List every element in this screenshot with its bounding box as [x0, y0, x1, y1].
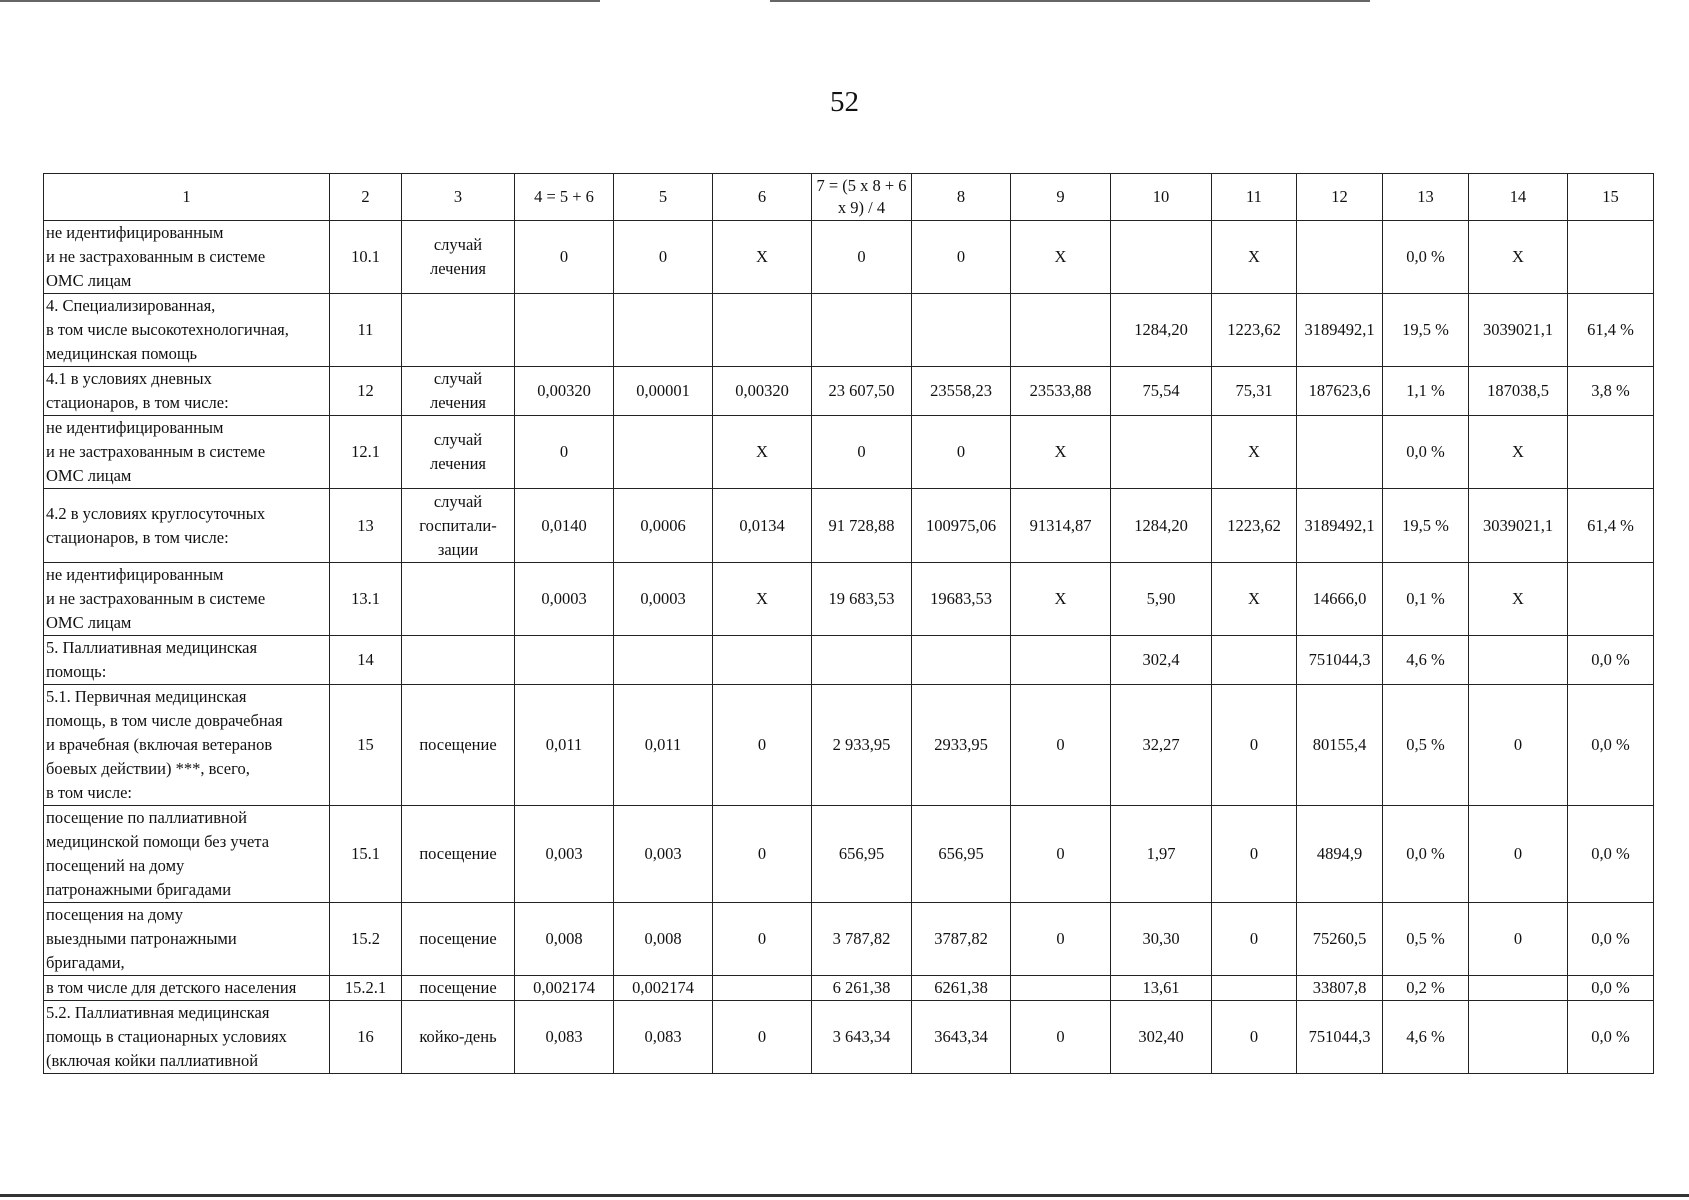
- cell-line: 4. Специализированная,: [46, 296, 216, 315]
- cell-col-9: [1011, 294, 1111, 367]
- cell-row-code: 15.1: [330, 806, 402, 903]
- header-cell-name: 1: [44, 174, 330, 221]
- cell-name: [44, 416, 330, 489]
- cell-name: [44, 636, 330, 685]
- cell-col-6: [713, 294, 812, 367]
- cell-line: медицинской помощи без учета: [46, 832, 270, 851]
- cell-col-10: 32,27: [1111, 685, 1212, 806]
- cell-unit: [402, 416, 515, 489]
- table-header-row: [44, 174, 1654, 221]
- cell-col-11: 0: [1212, 1001, 1297, 1074]
- header-cell-row-code: 2: [330, 174, 402, 221]
- cell-col-15: 0,0 %: [1568, 685, 1654, 806]
- cell-col-5: 0,083: [614, 1001, 713, 1074]
- cell-col-12: 751044,3: [1297, 636, 1383, 685]
- table-row: [44, 976, 1654, 1001]
- cell-col-10: [1111, 416, 1212, 489]
- cell-row-code: 13: [330, 489, 402, 563]
- cell-col-4: [515, 294, 614, 367]
- header-cell-unit: 3: [402, 174, 515, 221]
- cell-col-4: 0: [515, 221, 614, 294]
- cell-line: выездными патронажными: [46, 929, 237, 948]
- scan-bottom-edge: [0, 1194, 1689, 1197]
- cell-col-15: 0,0 %: [1568, 806, 1654, 903]
- cell-col-9: [1011, 636, 1111, 685]
- cell-col-9: 91314,87: [1011, 489, 1111, 563]
- cell-col-7: 3 643,34: [812, 1001, 912, 1074]
- cell-line: в том числе для детского населения: [46, 978, 297, 997]
- cell-col-15: 0,0 %: [1568, 903, 1654, 976]
- cell-col-12: 33807,8: [1297, 976, 1383, 1001]
- cell-line: не идентифицированным: [46, 565, 224, 584]
- cell-line: патронажными бригадами: [46, 880, 232, 899]
- cell-col-14: [1469, 976, 1568, 1001]
- cell-col-13: 0,2 %: [1383, 976, 1469, 1001]
- cell-col-9: Х: [1011, 563, 1111, 636]
- header-cell-col-11: 11: [1212, 174, 1297, 221]
- cell-col-6: Х: [713, 221, 812, 294]
- cell-col-5: [614, 416, 713, 489]
- cell-line: госпитали-: [419, 515, 497, 535]
- cell-unit: посещение: [402, 976, 515, 1001]
- cell-col-12: [1297, 221, 1383, 294]
- cell-col-11: 75,31: [1212, 367, 1297, 416]
- page-number-text: 52: [830, 86, 859, 118]
- cell-col-11: 0: [1212, 903, 1297, 976]
- cell-col-8: 3787,82: [912, 903, 1011, 976]
- cell-col-10: 302,4: [1111, 636, 1212, 685]
- table-row: [44, 221, 1654, 294]
- cell-col-14: 3039021,1: [1469, 489, 1568, 563]
- cell-col-6: [713, 636, 812, 685]
- cell-col-5: 0,011: [614, 685, 713, 806]
- cell-row-code: 15.2: [330, 903, 402, 976]
- cell-col-9: 0: [1011, 685, 1111, 806]
- cell-line: и не застрахованным в системе: [46, 442, 266, 461]
- table-row: [44, 416, 1654, 489]
- header-cell-col-15: 15: [1568, 174, 1654, 221]
- cell-col-11: [1212, 636, 1297, 685]
- header-cell-col-8: 8: [912, 174, 1011, 221]
- cell-col-6: 0,0134: [713, 489, 812, 563]
- cell-line: помощь в стационарных условиях: [46, 1027, 287, 1046]
- cell-col-5: 0: [614, 221, 713, 294]
- cell-col-14: 0: [1469, 806, 1568, 903]
- cell-col-8: [912, 636, 1011, 685]
- cell-col-14: 3039021,1: [1469, 294, 1568, 367]
- header-cell-col-10: 10: [1111, 174, 1212, 221]
- cell-col-4: 0,011: [515, 685, 614, 806]
- cell-line: ОМС лицам: [46, 613, 132, 632]
- cell-row-code: 11: [330, 294, 402, 367]
- cell-col-7: 23 607,50: [812, 367, 912, 416]
- cell-col-11: [1212, 976, 1297, 1001]
- cell-line: стационаров, в том числе:: [46, 393, 229, 412]
- cell-col-6: 0: [713, 1001, 812, 1074]
- cell-col-8: 0: [912, 416, 1011, 489]
- cell-col-10: 75,54: [1111, 367, 1212, 416]
- cell-line: лечения: [429, 454, 487, 473]
- cell-line: случай: [433, 491, 483, 511]
- cell-line: 5.1. Первичная медицинская: [46, 687, 247, 706]
- cell-line: 5.2. Паллиативная медицинская: [46, 1003, 270, 1022]
- cell-col-8: 23558,23: [912, 367, 1011, 416]
- cell-col-11: 0: [1212, 806, 1297, 903]
- cell-line: 4.2 в условиях круглосуточных: [46, 503, 266, 523]
- cell-col-14: Х: [1469, 416, 1568, 489]
- cell-col-13: 1,1 %: [1383, 367, 1469, 416]
- cell-col-9: 0: [1011, 903, 1111, 976]
- cell-row-code: 13.1: [330, 563, 402, 636]
- cell-col-8: 656,95: [912, 806, 1011, 903]
- cell-line: посещение по паллиативной: [46, 808, 247, 827]
- table-row: [44, 903, 1654, 976]
- data-table: [43, 173, 1654, 1074]
- cell-col-8: [912, 294, 1011, 367]
- cell-col-13: 19,5 %: [1383, 489, 1469, 563]
- cell-line: помощь:: [46, 662, 107, 681]
- cell-name: [44, 489, 330, 563]
- cell-col-15: [1568, 416, 1654, 489]
- cell-col-12: 4894,9: [1297, 806, 1383, 903]
- cell-col-9: 0: [1011, 806, 1111, 903]
- cell-col-10: 1284,20: [1111, 294, 1212, 367]
- cell-col-14: [1469, 636, 1568, 685]
- cell-col-14: 0: [1469, 903, 1568, 976]
- cell-line: и не застрахованным в системе: [46, 589, 266, 608]
- cell-col-5: 0,0006: [614, 489, 713, 563]
- cell-col-11: 1223,62: [1212, 489, 1297, 563]
- cell-line: в том числе:: [46, 783, 133, 802]
- cell-col-13: 4,6 %: [1383, 636, 1469, 685]
- cell-col-8: 6261,38: [912, 976, 1011, 1001]
- cell-col-11: Х: [1212, 221, 1297, 294]
- cell-line: не идентифицированным: [46, 223, 224, 242]
- cell-row-code: 15: [330, 685, 402, 806]
- cell-col-4: 0,003: [515, 806, 614, 903]
- cell-name: [44, 903, 330, 976]
- cell-col-11: 0: [1212, 685, 1297, 806]
- cell-col-15: 61,4 %: [1568, 294, 1654, 367]
- cell-col-5: 0,003: [614, 806, 713, 903]
- cell-name: [44, 563, 330, 636]
- cell-col-6: Х: [713, 563, 812, 636]
- cell-col-14: Х: [1469, 563, 1568, 636]
- cell-col-11: 1223,62: [1212, 294, 1297, 367]
- cell-col-15: [1568, 563, 1654, 636]
- cell-line: бригадами,: [46, 953, 125, 972]
- table-row: [44, 636, 1654, 685]
- cell-line: случай: [433, 369, 483, 388]
- cell-col-5: [614, 636, 713, 685]
- cell-col-7: 0: [812, 416, 912, 489]
- table-row: [44, 489, 1654, 563]
- cell-name: [44, 1001, 330, 1074]
- cell-row-code: 12.1: [330, 416, 402, 489]
- table-row: [44, 806, 1654, 903]
- cell-line: зации: [437, 539, 479, 559]
- cell-col-15: 0,0 %: [1568, 976, 1654, 1001]
- table-row: [44, 294, 1654, 367]
- cell-line: в том числе высокотехнологичная,: [46, 320, 289, 339]
- cell-col-13: 0,1 %: [1383, 563, 1469, 636]
- cell-col-4: 0,0003: [515, 563, 614, 636]
- cell-col-9: Х: [1011, 416, 1111, 489]
- cell-line: лечения: [429, 393, 487, 412]
- table-row: [44, 367, 1654, 416]
- cell-col-8: 100975,06: [912, 489, 1011, 563]
- cell-col-15: 61,4 %: [1568, 489, 1654, 563]
- cell-col-8: 2933,95: [912, 685, 1011, 806]
- header-cell-col-12: 12: [1297, 174, 1383, 221]
- cell-col-11: Х: [1212, 563, 1297, 636]
- cell-col-4: [515, 636, 614, 685]
- cell-col-15: 0,0 %: [1568, 1001, 1654, 1074]
- cell-col-6: 0: [713, 806, 812, 903]
- cell-col-5: 0,002174: [614, 976, 713, 1001]
- cell-line: посещения на дому: [46, 905, 184, 924]
- cell-col-14: Х: [1469, 221, 1568, 294]
- cell-col-9: 23533,88: [1011, 367, 1111, 416]
- cell-line: помощь, в том числе доврачебная: [46, 711, 283, 730]
- cell-col-6: 0: [713, 903, 812, 976]
- cell-col-13: 0,0 %: [1383, 806, 1469, 903]
- cell-col-15: 3,8 %: [1568, 367, 1654, 416]
- cell-col-13: 4,6 %: [1383, 1001, 1469, 1074]
- header-cell-col-4: 4 = 5 + 6: [515, 174, 614, 221]
- page-number: [0, 86, 1689, 119]
- cell-unit: [402, 563, 515, 636]
- cell-row-code: 14: [330, 636, 402, 685]
- cell-col-10: 5,90: [1111, 563, 1212, 636]
- cell-col-10: 302,40: [1111, 1001, 1212, 1074]
- cell-col-9: [1011, 976, 1111, 1001]
- cell-col-9: 0: [1011, 1001, 1111, 1074]
- cell-col-4: 0,008: [515, 903, 614, 976]
- cell-col-14: [1469, 1001, 1568, 1074]
- cell-col-13: 0,0 %: [1383, 416, 1469, 489]
- cell-line: случай: [433, 430, 483, 449]
- cell-col-7: 0: [812, 221, 912, 294]
- cell-col-12: 3189492,1: [1297, 294, 1383, 367]
- cell-col-12: 187623,6: [1297, 367, 1383, 416]
- cell-col-12: 80155,4: [1297, 685, 1383, 806]
- cell-col-6: Х: [713, 416, 812, 489]
- cell-col-6: [713, 976, 812, 1001]
- cell-col-13: 0,0 %: [1383, 221, 1469, 294]
- cell-line: ОМС лицам: [46, 466, 132, 485]
- cell-line: случай: [433, 235, 483, 254]
- cell-col-12: [1297, 416, 1383, 489]
- cell-line: посещений на дому: [46, 856, 185, 875]
- cell-col-7: 19 683,53: [812, 563, 912, 636]
- cell-col-15: [1568, 221, 1654, 294]
- cell-row-code: 16: [330, 1001, 402, 1074]
- cell-line: и врачебная (включая ветеранов: [46, 735, 273, 754]
- table-row: [44, 1001, 1654, 1074]
- cell-name: [44, 806, 330, 903]
- cell-unit: [402, 489, 515, 563]
- header-cell-col-6: 6: [713, 174, 812, 221]
- cell-row-code: 10.1: [330, 221, 402, 294]
- cell-col-7: [812, 636, 912, 685]
- cell-unit: посещение: [402, 685, 515, 806]
- cell-col-8: 3643,34: [912, 1001, 1011, 1074]
- cell-line: боевых действии) ***, всего,: [46, 759, 250, 778]
- header-cell-col-13: 13: [1383, 174, 1469, 221]
- cell-unit: койко-день: [402, 1001, 515, 1074]
- cell-col-4: 0,002174: [515, 976, 614, 1001]
- cell-col-12: 3189492,1: [1297, 489, 1383, 563]
- header-cell-col-9: 9: [1011, 174, 1111, 221]
- cell-name: [44, 367, 330, 416]
- cell-col-14: 187038,5: [1469, 367, 1568, 416]
- cell-col-12: 75260,5: [1297, 903, 1383, 976]
- cell-unit: [402, 367, 515, 416]
- cell-line: (включая койки паллиативной: [46, 1051, 259, 1070]
- cell-col-12: 751044,3: [1297, 1001, 1383, 1074]
- cell-line: ОМС лицам: [46, 271, 132, 290]
- cell-col-10: 1,97: [1111, 806, 1212, 903]
- cell-col-4: 0,00320: [515, 367, 614, 416]
- cell-col-4: 0,083: [515, 1001, 614, 1074]
- cell-line: лечения: [429, 259, 487, 278]
- cell-col-13: 0,5 %: [1383, 685, 1469, 806]
- cell-line: не идентифицированным: [46, 418, 224, 437]
- cell-col-10: 1284,20: [1111, 489, 1212, 563]
- cell-name: [44, 221, 330, 294]
- cell-col-4: 0,0140: [515, 489, 614, 563]
- cell-name: [44, 685, 330, 806]
- cell-col-5: 0,00001: [614, 367, 713, 416]
- cell-col-13: 19,5 %: [1383, 294, 1469, 367]
- cell-col-13: 0,5 %: [1383, 903, 1469, 976]
- cell-line: медицинская помощь: [46, 344, 198, 363]
- cell-col-8: 0: [912, 221, 1011, 294]
- cell-col-7: 2 933,95: [812, 685, 912, 806]
- cell-name: [44, 976, 330, 1001]
- cell-line: 4.1 в условиях дневных: [46, 369, 212, 388]
- header-cell-col-7: 7 = (5 х 8 + 6 х 9) / 4: [812, 174, 912, 221]
- cell-line: и не застрахованным в системе: [46, 247, 266, 266]
- cell-col-14: 0: [1469, 685, 1568, 806]
- cell-col-15: 0,0 %: [1568, 636, 1654, 685]
- cell-col-7: 91 728,88: [812, 489, 912, 563]
- cell-col-10: 13,61: [1111, 976, 1212, 1001]
- header-cell-col-14: 14: [1469, 174, 1568, 221]
- cell-row-code: 12: [330, 367, 402, 416]
- cell-col-8: 19683,53: [912, 563, 1011, 636]
- cell-name: [44, 294, 330, 367]
- cell-col-12: 14666,0: [1297, 563, 1383, 636]
- cell-unit: посещение: [402, 903, 515, 976]
- header-cell-col-5: 5: [614, 174, 713, 221]
- cell-col-6: 0: [713, 685, 812, 806]
- cell-line: стационаров, в том числе:: [46, 527, 229, 547]
- scan-top-edge-left: [0, 0, 600, 2]
- table-row: [44, 685, 1654, 806]
- cell-unit: [402, 221, 515, 294]
- cell-col-6: 0,00320: [713, 367, 812, 416]
- cell-col-10: [1111, 221, 1212, 294]
- cell-col-7: 3 787,82: [812, 903, 912, 976]
- cell-col-5: [614, 294, 713, 367]
- scan-top-edge-right: [770, 0, 1370, 2]
- cell-unit: посещение: [402, 806, 515, 903]
- cell-col-7: 6 261,38: [812, 976, 912, 1001]
- cell-col-4: 0: [515, 416, 614, 489]
- cell-col-7: [812, 294, 912, 367]
- cell-col-11: Х: [1212, 416, 1297, 489]
- cell-unit: [402, 294, 515, 367]
- cell-col-9: Х: [1011, 221, 1111, 294]
- cell-col-10: 30,30: [1111, 903, 1212, 976]
- cell-row-code: 15.2.1: [330, 976, 402, 1001]
- cell-unit: [402, 636, 515, 685]
- table-row: [44, 563, 1654, 636]
- cell-col-5: 0,008: [614, 903, 713, 976]
- cell-line: 5. Паллиативная медицинская: [46, 638, 258, 657]
- cell-col-7: 656,95: [812, 806, 912, 903]
- cell-col-5: 0,0003: [614, 563, 713, 636]
